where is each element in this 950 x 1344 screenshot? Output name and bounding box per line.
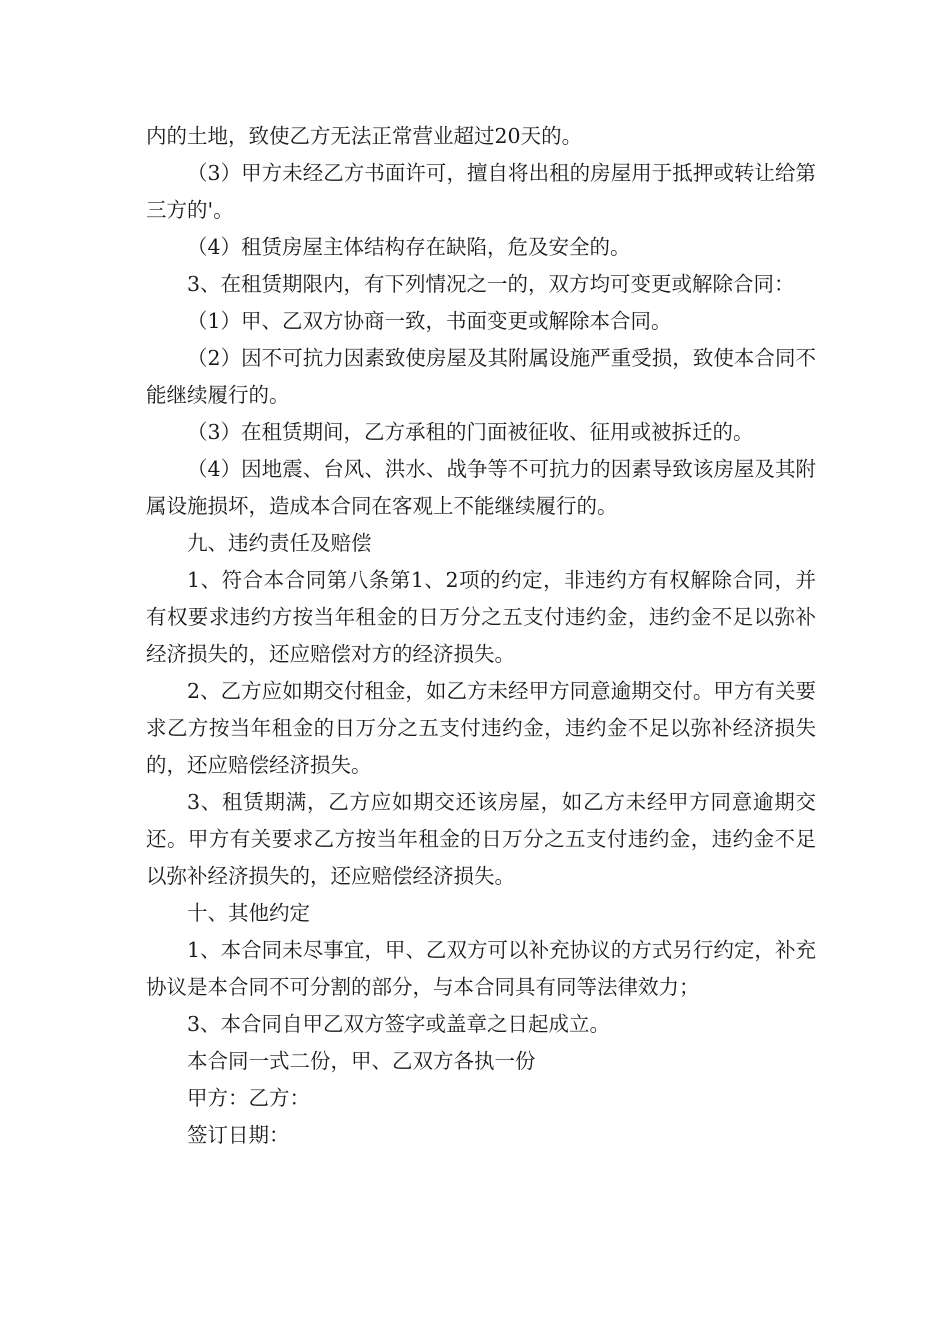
paragraph: 3、本合同自甲乙双方签字或盖章之日起成立。 <box>187 1012 611 1036</box>
paragraph: （4）租赁房屋主体结构存在缺陷，危及安全的。 <box>187 235 631 259</box>
paragraph: （4）因地震、台风、洪水、战争等不可抗力的因素导致该房屋及其附属设施损坏，造成本合同在客观上不能继续履行的。 <box>146 457 816 518</box>
paragraph: （2）因不可抗力因素致使房屋及其附属设施严重受损，致使本合同不能继续履行的。 <box>146 346 816 407</box>
paragraph: 内的土地，致使乙方无法正常营业超过20天的。 <box>146 124 583 148</box>
document-body <box>146 118 816 1154</box>
paragraph: （1）甲、乙双方协商一致，书面变更或解除本合同。 <box>187 309 672 333</box>
paragraph: （3）甲方未经乙方书面许可，擅自将出租的房屋用于抵押或转让给第三方的'。 <box>146 161 816 222</box>
paragraph: 3、在租赁期限内，有下列情况之一的，双方均可变更或解除合同： <box>187 272 795 296</box>
paragraph: 本合同一式二份，甲、乙双方各执一份 <box>187 1049 536 1073</box>
signature-line: 甲方：乙方： <box>187 1086 310 1110</box>
paragraph: 1、本合同未尽事宜，甲、乙双方可以补充协议的方式另行约定，补充协议是本合同不可分割的部分，与本合同具有同等法律效力； <box>146 938 816 999</box>
paragraph: 2、乙方应如期交付租金，如乙方未经甲方同意逾期交付。甲方有关要求乙方按当年租金的日万分之五支付违约金，违约金不足以弥补经济损失的，还应赔偿经济损失。 <box>146 679 816 777</box>
signing-date-line: 签订日期： <box>187 1123 290 1147</box>
section-heading: 十、其他约定 <box>187 901 310 925</box>
paragraph: 3、租赁期满，乙方应如期交还该房屋，如乙方未经甲方同意逾期交还。甲方有关要求乙方按当年租金的日万分之五支付违约金，违约金不足以弥补经济损失的，还应赔偿经济损失。 <box>146 790 816 888</box>
paragraph: （3）在租赁期间，乙方承租的门面被征收、征用或被拆迁的。 <box>187 420 754 444</box>
paragraph: 1、符合本合同第八条第1、2项的约定，非违约方有权解除合同，并有权要求违约方按当年租金的日万分之五支付违约金，违约金不足以弥补经济损失的，还应赔偿对方的经济损失。 <box>146 568 816 666</box>
section-heading: 九、违约责任及赔偿 <box>187 531 372 555</box>
